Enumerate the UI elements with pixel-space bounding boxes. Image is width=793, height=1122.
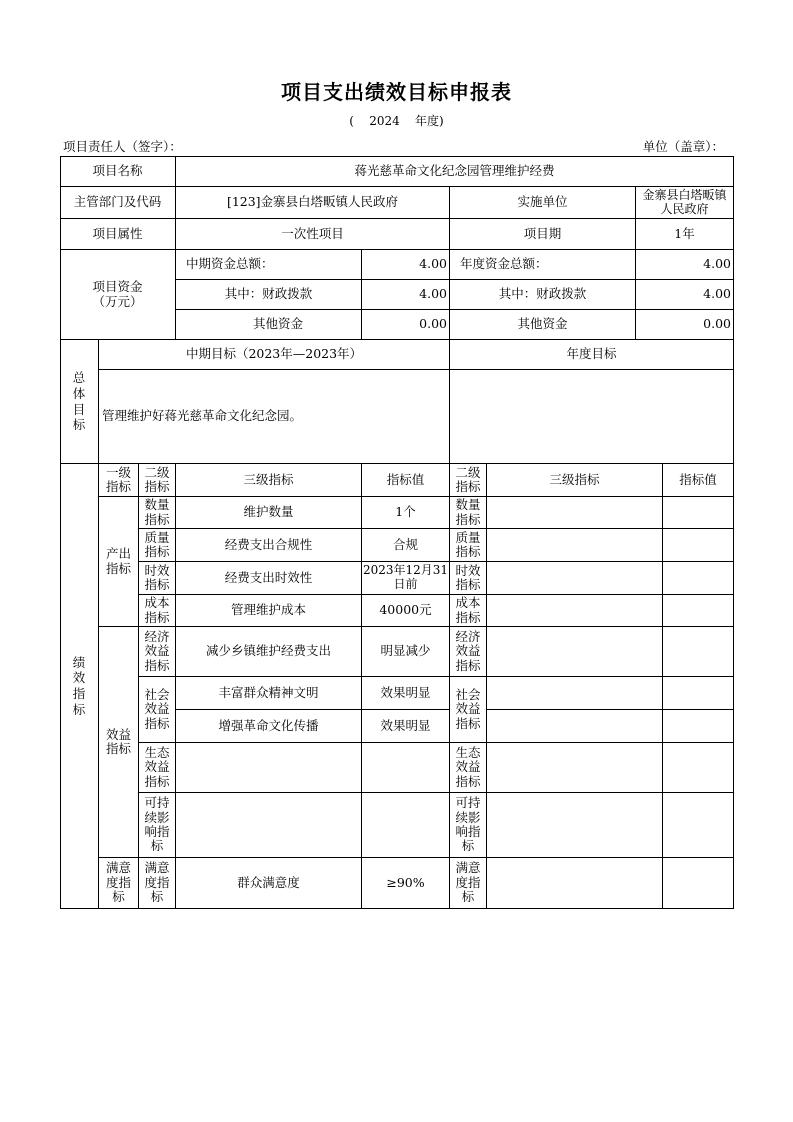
economic-label: 经济 效益 指标 <box>139 627 176 677</box>
satisfaction-label: 满意 度指 标 <box>99 858 139 909</box>
ecological-label: 生态 效益 指标 <box>139 743 176 793</box>
timeliness-label: 时效 指标 <box>139 562 176 595</box>
mid-fiscal-value: 4.00 <box>362 280 450 310</box>
quality-label: 质量 指标 <box>139 529 176 562</box>
project-name-label: 项目名称 <box>60 156 176 187</box>
b-cost-value <box>663 595 734 627</box>
social-l3-2: 增强革命文化传播 <box>176 710 362 743</box>
satisfaction-value: ≥90% <box>362 858 450 909</box>
quantity-value: 1个 <box>362 497 450 529</box>
b-ecological-value <box>663 743 734 793</box>
timeliness-l3: 经费支出时效性 <box>176 562 362 595</box>
sustainable-l3 <box>176 793 362 858</box>
social-l3-1: 丰富群众精神文明 <box>176 677 362 710</box>
dept-value: [123]金寨县白塔畈镇人民政府 <box>176 187 450 219</box>
performance-table <box>60 156 734 909</box>
impl-value: 金寨县白塔畈镇 人民政府 <box>636 187 734 219</box>
impl-label: 实施单位 <box>450 187 636 219</box>
h-level3-b: 三级指标 <box>487 464 663 497</box>
h-level2: 二级 指标 <box>139 464 176 497</box>
b-timeliness-value <box>663 562 734 595</box>
attr-value: 一次性项目 <box>176 219 450 250</box>
b-quantity-label: 数量 指标 <box>450 497 487 529</box>
funds-label: 项目资金 （万元） <box>60 250 176 340</box>
b-sustainable-l3 <box>487 793 663 858</box>
page-title: 项目支出绩效目标申报表 <box>281 80 512 104</box>
mid-other-value: 0.00 <box>362 310 450 340</box>
b-quantity-l3 <box>487 497 663 529</box>
b-quality-l3 <box>487 529 663 562</box>
h-level3: 三级指标 <box>176 464 362 497</box>
b-timeliness-l3 <box>487 562 663 595</box>
mid-fiscal-label: 其中：财政拨款 <box>176 280 362 310</box>
timeliness-value: 2023年12月31 日前 <box>362 562 450 595</box>
b-social-l3-1 <box>487 677 663 710</box>
quantity-label: 数量 指标 <box>139 497 176 529</box>
year-total-label: 年度资金总额： <box>450 250 636 280</box>
mid-goal-header: 中期目标（2023年—2023年） <box>99 340 450 370</box>
attr-label: 项目属性 <box>60 219 176 250</box>
year-other-value: 0.00 <box>636 310 734 340</box>
b-satisfaction-l3 <box>487 858 663 909</box>
b-social-l3-2 <box>487 710 663 743</box>
mid-total-label: 中期资金总额： <box>176 250 362 280</box>
mid-total-value: 4.00 <box>362 250 450 280</box>
b-economic-value <box>663 627 734 677</box>
h-value-b: 指标值 <box>663 464 734 497</box>
quality-l3: 经费支出合规性 <box>176 529 362 562</box>
year-other-label: 其他资金 <box>450 310 636 340</box>
b-quantity-value <box>663 497 734 529</box>
h-level2-b: 二级 指标 <box>450 464 487 497</box>
benefit-label: 效益 指标 <box>99 627 139 858</box>
ecological-l3 <box>176 743 362 793</box>
b-ecological-label: 生态 效益 指标 <box>450 743 487 793</box>
year-line <box>0 112 793 129</box>
year-value: 2024 <box>369 114 400 128</box>
social-value-1: 效果明显 <box>362 677 450 710</box>
cost-label: 成本 指标 <box>139 595 176 627</box>
b-social-value-1 <box>663 677 734 710</box>
year-goal-header: 年度目标 <box>450 340 734 370</box>
year-total-value: 4.00 <box>636 250 734 280</box>
perf-label: 绩 效 指 标 <box>60 464 99 909</box>
b-social-value-2 <box>663 710 734 743</box>
b-quality-label: 质量 指标 <box>450 529 487 562</box>
h-value: 指标值 <box>362 464 450 497</box>
social-value-2: 效果明显 <box>362 710 450 743</box>
sustainable-value <box>362 793 450 858</box>
quality-value: 合规 <box>362 529 450 562</box>
mid-other-label: 其他资金 <box>176 310 362 340</box>
h-level1: 一级 指标 <box>99 464 139 497</box>
b-satisfaction-value <box>663 858 734 909</box>
b-economic-l3 <box>487 627 663 677</box>
b-satisfaction-label: 满意 度指 标 <box>450 858 487 909</box>
dept-label: 主管部门及代码 <box>60 187 176 219</box>
satisfaction-l2: 满意 度指 标 <box>139 858 176 909</box>
quantity-l3: 维护数量 <box>176 497 362 529</box>
b-ecological-l3 <box>487 743 663 793</box>
year-fiscal-label: 其中：财政拨款 <box>450 280 636 310</box>
sustainable-label: 可持 续影 响指 标 <box>139 793 176 858</box>
mid-goal-text: 管理维护好蒋光慈革命文化纪念园。 <box>99 370 450 464</box>
satisfaction-l3: 群众满意度 <box>176 858 362 909</box>
b-sustainable-value <box>663 793 734 858</box>
b-quality-value <box>663 529 734 562</box>
economic-l3: 减少乡镇维护经费支出 <box>176 627 362 677</box>
economic-value: 明显减少 <box>362 627 450 677</box>
ecological-value <box>362 743 450 793</box>
unit-label: 单位（盖章）： <box>642 139 724 154</box>
social-label: 社会 效益 指标 <box>139 677 176 743</box>
b-economic-label: 经济 效益 指标 <box>450 627 487 677</box>
period-label: 项目期 <box>450 219 636 250</box>
b-timeliness-label: 时效 指标 <box>450 562 487 595</box>
b-sustainable-label: 可持 续影 响指 标 <box>450 793 487 858</box>
b-social-label: 社会 效益 指标 <box>450 677 487 743</box>
output-label: 产出 指标 <box>99 497 139 627</box>
cost-value: 40000元 <box>362 595 450 627</box>
year-goal-text <box>450 370 734 464</box>
year-open: ( <box>349 114 354 128</box>
goals-label: 总 体 目 标 <box>60 340 99 464</box>
cost-l3: 管理维护成本 <box>176 595 362 627</box>
period-value: 1年 <box>636 219 734 250</box>
responsible-label: 项目责任人（签字）： <box>63 139 182 154</box>
b-cost-label: 成本 指标 <box>450 595 487 627</box>
project-name-value: 蒋光慈革命文化纪念园管理维护经费 <box>176 156 734 187</box>
year-fiscal-value: 4.00 <box>636 280 734 310</box>
b-cost-l3 <box>487 595 663 627</box>
year-close: 年度) <box>415 114 444 128</box>
